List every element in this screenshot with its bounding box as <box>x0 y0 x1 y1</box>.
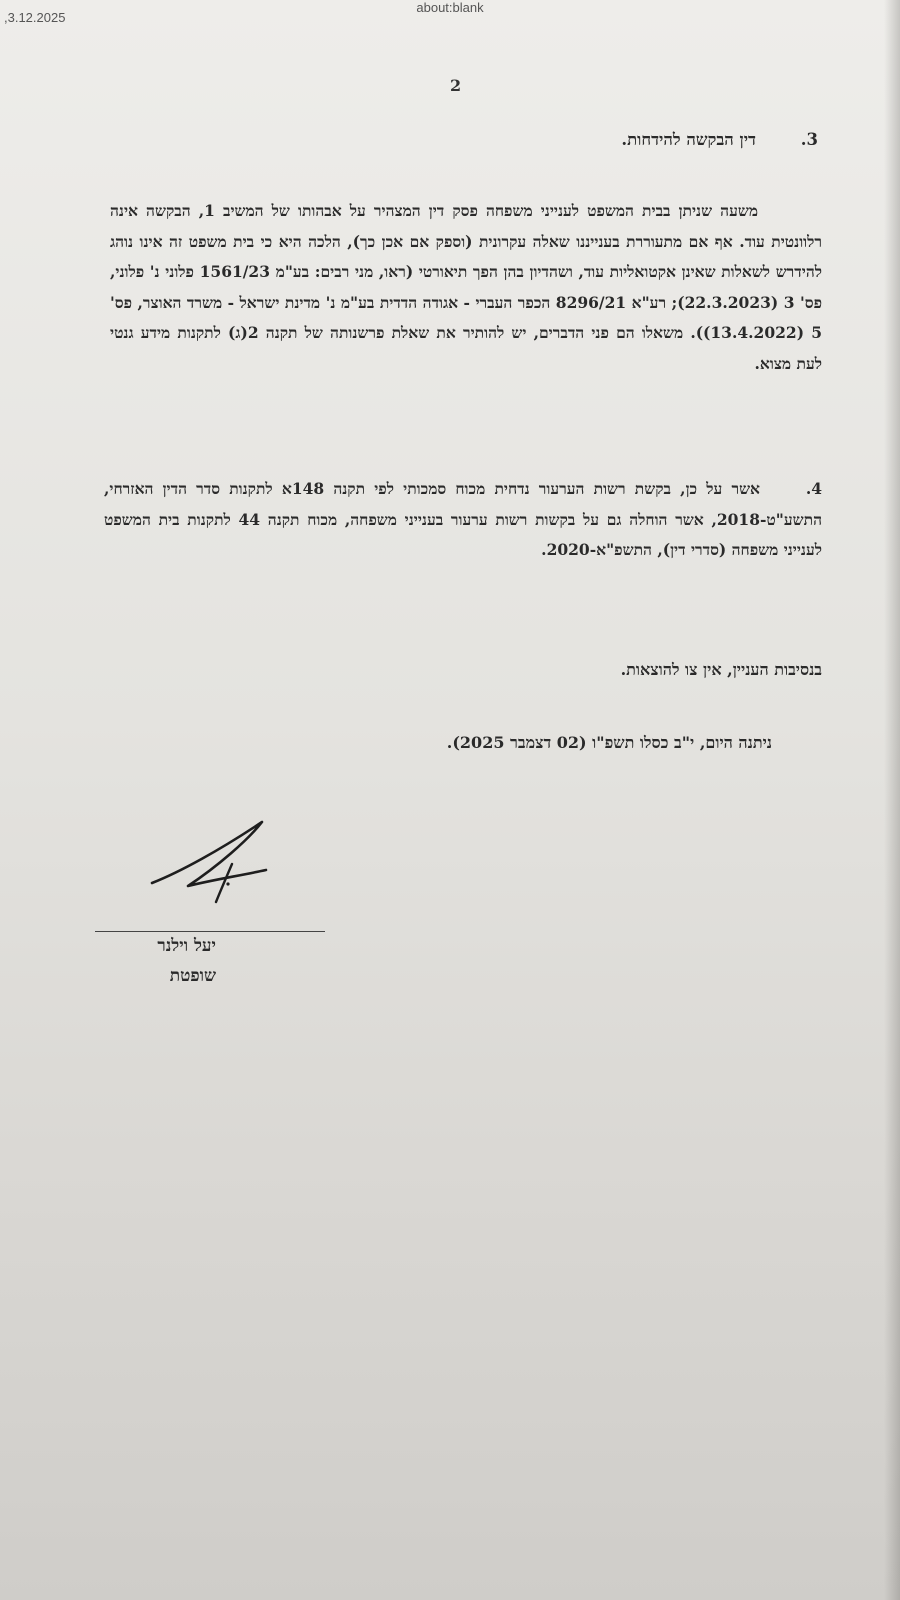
photo-shadow-edge <box>884 0 900 1600</box>
print-date-header: ,3.12.2025 <box>4 10 66 25</box>
judge-title: שופטת <box>169 966 216 986</box>
signature-line <box>95 931 325 932</box>
paragraph-mootness <box>110 196 822 379</box>
section-3-heading-text: דין הבקשה להידחות. <box>621 130 756 149</box>
handwritten-signature <box>140 820 280 920</box>
section-4-paragraph <box>104 474 822 566</box>
given-date-line: ניתנה היום, י"ב כסלו תשפ"ו (02 דצמבר 2025). <box>446 733 772 752</box>
section-3-heading <box>118 130 818 150</box>
paragraph-mootness-text: משעה שניתן בבית המשפט לענייני משפחה פסק דין המצהיר על אבהותו של המשיב 1, הבקשה אינה רלוונטית עוד. אף אם מתעוררת בענייננו שאלה עקרונית (וספק אם אכן כך), הלכה היא כי בית משפט זה אינו נוהג להידרש לשאלות שאינן אקטואליות עוד, ושהדיון בהן הפך תיאורטי (ראו, מני רבים: בע"מ 1561/23 פלוני נ' פלוני, פס' 3 (22.3.2023); רע"א 8296/21 הכפר העברי - אגודה הדדית בע"מ נ' מדינת ישראל - משרד האוצר, פס' 5 (13.4.2022)). משאלו הם פני הדברים, יש להותיר את שאלת פרשנותה של תקנה 2(ג) לתקנות מידע גנטי לעת מצוא. <box>110 201 823 373</box>
expenses-line: בנסיבות העניין, אין צו להוצאות. <box>620 660 822 679</box>
section-3-number: 3. <box>800 130 818 149</box>
print-url-header: about:blank <box>416 0 484 15</box>
section-4-text: אשר על כן, בקשת רשות הערעור נדחית מכוח סמכותי לפי תקנה 148א לתקנות סדר הדין האזרחי, התשע"ט-2018, אשר הוחלה גם על בקשות רשות ערעור בענייני משפחה, מכוח תקנה 44 לתקנות בית המשפט לענייני משפחה (סדרי דין), התשפ"א-2020. <box>104 479 822 559</box>
judge-name: יעל וילנר <box>157 936 216 956</box>
page-number: 2 <box>450 76 462 95</box>
section-4-number: 4. <box>805 479 823 498</box>
